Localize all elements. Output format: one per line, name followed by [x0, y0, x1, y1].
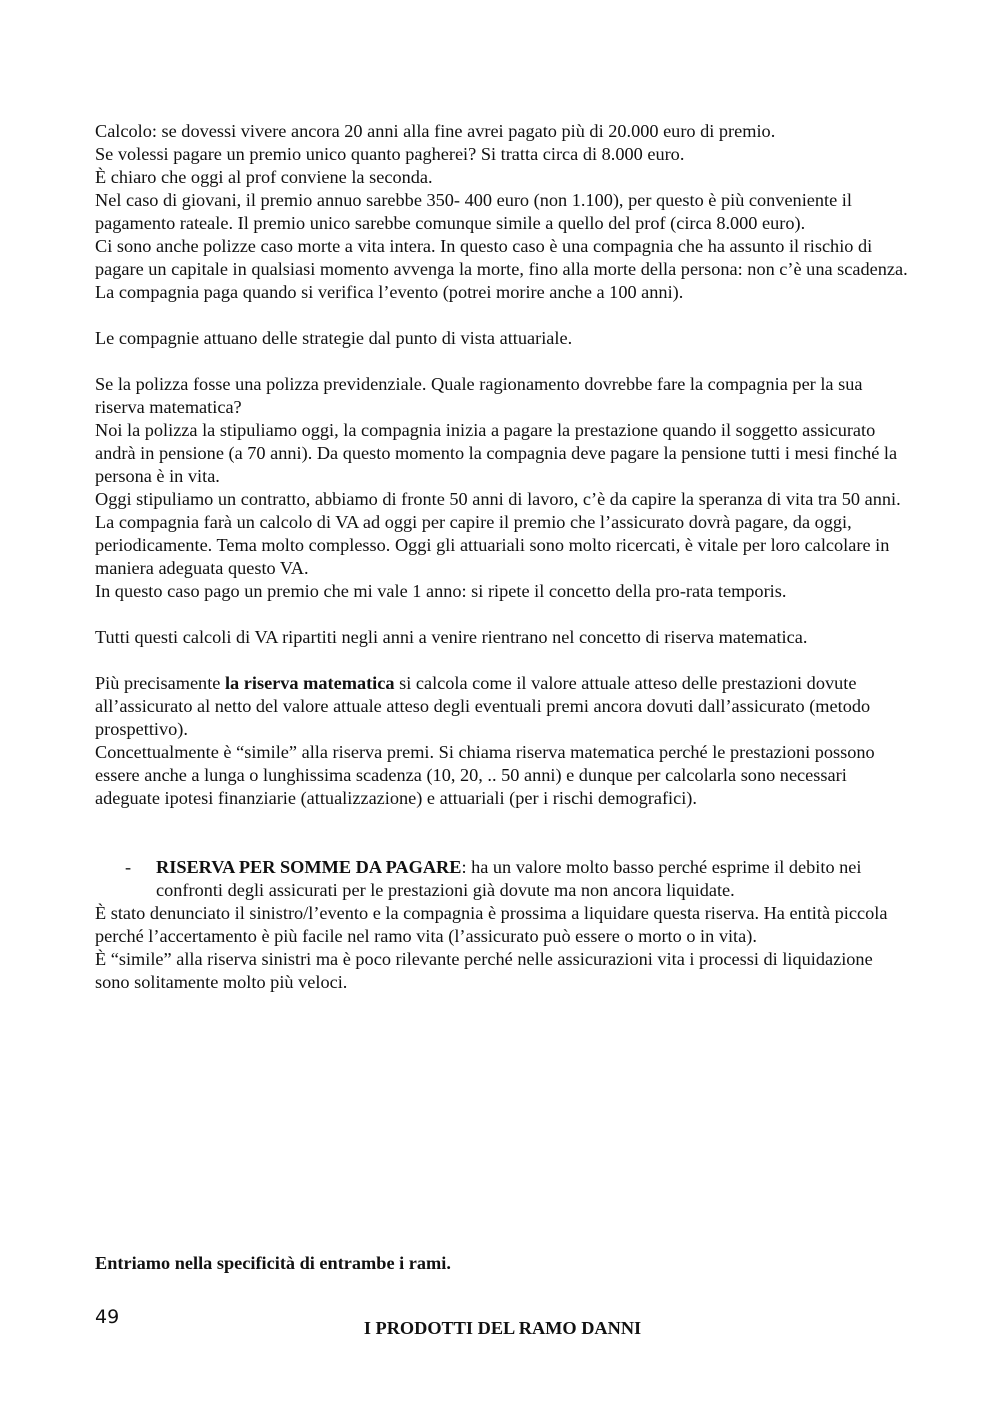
closing-statement: Entriamo nella specificità di entrambe i rami.: [95, 1253, 451, 1274]
paragraph-concettualmente: Concettualmente è “simile” alla riserva premi. Si chiama riserva matematica perché le prestazioni possono essere anche a lunga o lunghissima scadenza (10, 20, .. 50 anni) e dunque per calcolarla sono necessari adeguate ipotesi finanziarie (attualizzazione) e attuariali (per i rischi demografici).: [95, 742, 875, 808]
bullet-term: RISERVA PER SOMME DA PAGARE: [156, 857, 462, 877]
riserva-suffix: si calcola come il valore attuale atteso delle prestazioni dovute all’assicurato al netto del valore attuale atteso degli eventuali premi ancora dovuti dall’assicurato (metodo prospettivo).: [95, 673, 871, 739]
paragraph-simile-sinistri: È “simile” alla riserva sinistri ma è poco rilevante perché nelle assicurazioni vita i processi di liquidazione sono solitamente molto più veloci.: [95, 949, 873, 992]
paragraph-calcolo: Calcolo: se dovessi vivere ancora 20 anni alla fine avrei pagato più di 20.000 euro di premio.: [95, 121, 776, 141]
section-heading: I PRODOTTI DEL RAMO DANNI: [363, 1317, 642, 1338]
paragraph-calcoli-va: Tutti questi calcoli di VA ripartiti negli anni a venire rientrano nel concetto di riserva matematica.: [95, 627, 808, 647]
bullet-dash: -: [125, 857, 132, 877]
riserva-term: la riserva matematica: [224, 673, 395, 693]
paragraph-pro-rata: In questo caso pago un premio che mi vale 1 anno: si ripete il concetto della pro-rata temporis.: [95, 581, 787, 601]
riserva-prefix: Più precisamente: [95, 673, 225, 693]
bullet-riserva-somme: [95, 856, 910, 902]
spacer: [95, 810, 910, 856]
paragraph-conviene: È chiaro che oggi al prof conviene la seconda.: [95, 167, 433, 187]
paragraph-vita-intera: Ci sono anche polizze caso morte a vita intera. In questo caso è una compagnia che ha assunto il rischio di pagare un capitale in qualsiasi momento avvenga la morte, fino alla morte della persona: non c’è una scadenza. La compagnia paga quando si verifica l’evento (potrei morire anche a 100 anni).: [95, 236, 908, 302]
spacer: [95, 350, 910, 373]
page-number: 49: [95, 1306, 120, 1328]
bullet-text: : ha un valore molto basso perché esprime il debito nei confronti degli assicurati per le prestazioni già dovute ma non ancora liquidate.: [156, 857, 862, 900]
spacer: [95, 603, 910, 626]
spacer: [95, 1294, 910, 1317]
paragraph-premio-unico: Se volessi pagare un premio unico quanto pagherei? Si tratta circa di 8.000 euro.: [95, 144, 685, 164]
paragraph-contratto: Oggi stipuliamo un contratto, abbiamo di fronte 50 anni di lavoro, c’è da capire la speranza di vita tra 50 anni. La compagnia farà un calcolo di VA ad oggi per capire il premio che l’assicurato dovrà pagare, da oggi, periodicamente. Tema molto complesso. Oggi gli attuariali sono molto ricercati, è vitale per loro calcolare in maniera adeguata questo VA.: [95, 489, 901, 578]
paragraph-sinistro: È stato denunciato il sinistro/l’evento e la compagnia è prossima a liquidare questa riserva. Ha entità piccola perché l’accertamento è più facile nel ramo vita (l’assicurato può essere o morto o in vita).: [95, 903, 888, 946]
spacer: [95, 304, 910, 327]
closing-block: [95, 1234, 910, 1340]
paragraph-previdenziale: Se la polizza fosse una polizza previdenziale. Quale ragionamento dovrebbe fare la compagnia per la sua riserva matematica?: [95, 374, 863, 417]
paragraph-strategie: Le compagnie attuano delle strategie dal punto di vista attuariale.: [95, 328, 573, 348]
paragraph-stipula: Noi la polizza la stipuliamo oggi, la compagnia inizia a pagare la prestazione quando il soggetto assicurato andrà in pensione (a 70 anni). Da questo momento la compagnia deve pagare la pensione tutti i mesi finché la persona è in vita.: [95, 420, 898, 486]
document-body: [95, 120, 910, 994]
spacer: [95, 649, 910, 672]
paragraph-riserva-matematica: [95, 672, 910, 741]
paragraph-giovani: Nel caso di giovani, il premio annuo sarebbe 350- 400 euro (non 1.100), per questo è più conveniente il pagamento rateale. Il premio unico sarebbe comunque simile a quello del prof (circa 8.000 euro).: [95, 190, 852, 233]
